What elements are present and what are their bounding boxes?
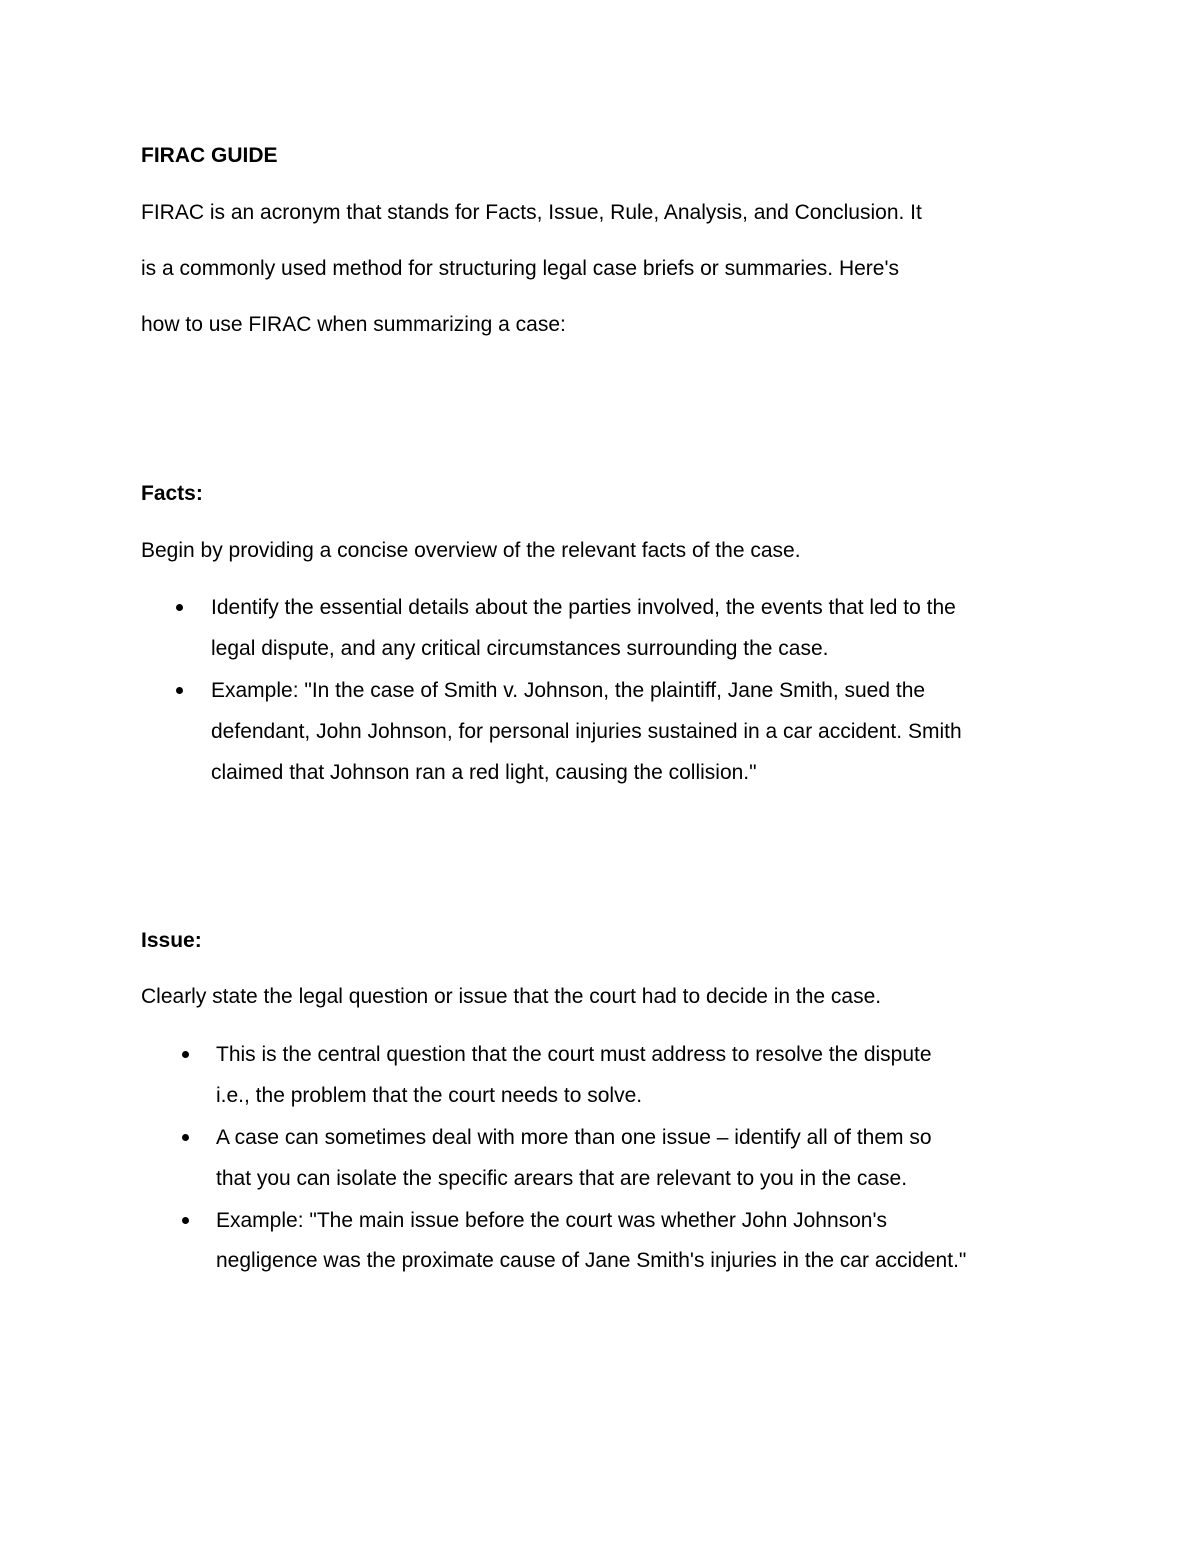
document-title: FIRAC GUIDE — [141, 144, 278, 167]
bullet-dot — [182, 1217, 189, 1224]
issue-bullet-3-line-1: Example: "The main issue before the court was whether John Johnson's — [216, 1209, 887, 1232]
bullet-dot — [182, 1134, 189, 1141]
facts-bullet-2-line-1: Example: "In the case of Smith v. Johnson, the plaintiff, Jane Smith, sued the — [211, 679, 926, 702]
issue-bullet-1-line-1: This is the central question that the court must address to resolve the dispute — [216, 1043, 932, 1066]
issue-bullet-1-line-2: i.e., the problem that the court needs to solve. — [216, 1084, 643, 1107]
intro-line-2: is a commonly used method for structuring legal case briefs or summaries. Here's — [141, 257, 899, 280]
bullet-dot — [176, 687, 183, 694]
issue-bullet-2-line-2: that you can isolate the specific arears that are relevant to you in the case. — [216, 1167, 908, 1190]
intro-line-3: how to use FIRAC when summarizing a case: — [141, 313, 566, 336]
facts-bullet-1-line-1: Identify the essential details about the parties involved, the events that led to the — [211, 596, 956, 619]
issue-bullet-3-line-2: negligence was the proximate cause of Jane Smith's injuries in the car accident." — [216, 1249, 967, 1272]
intro-line-1: FIRAC is an acronym that stands for Facts, Issue, Rule, Analysis, and Conclusion. It — [141, 201, 922, 224]
bullet-dot — [182, 1051, 189, 1058]
facts-bullet-1-line-2: legal dispute, and any critical circumstances surrounding the case. — [211, 637, 829, 660]
section-lead-facts: Begin by providing a concise overview of the relevant facts of the case. — [141, 539, 801, 562]
section-lead-issue: Clearly state the legal question or issue that the court had to decide in the case. — [141, 985, 882, 1008]
bullet-dot — [176, 604, 183, 611]
facts-bullet-2-line-3: claimed that Johnson ran a red light, causing the collision." — [211, 761, 757, 784]
facts-bullet-2-line-2: defendant, John Johnson, for personal injuries sustained in a car accident. Smith — [211, 720, 962, 743]
section-heading-issue: Issue: — [141, 929, 202, 952]
section-heading-facts: Facts: — [141, 482, 203, 505]
issue-bullet-2-line-1: A case can sometimes deal with more than one issue – identify all of them so — [216, 1126, 932, 1149]
